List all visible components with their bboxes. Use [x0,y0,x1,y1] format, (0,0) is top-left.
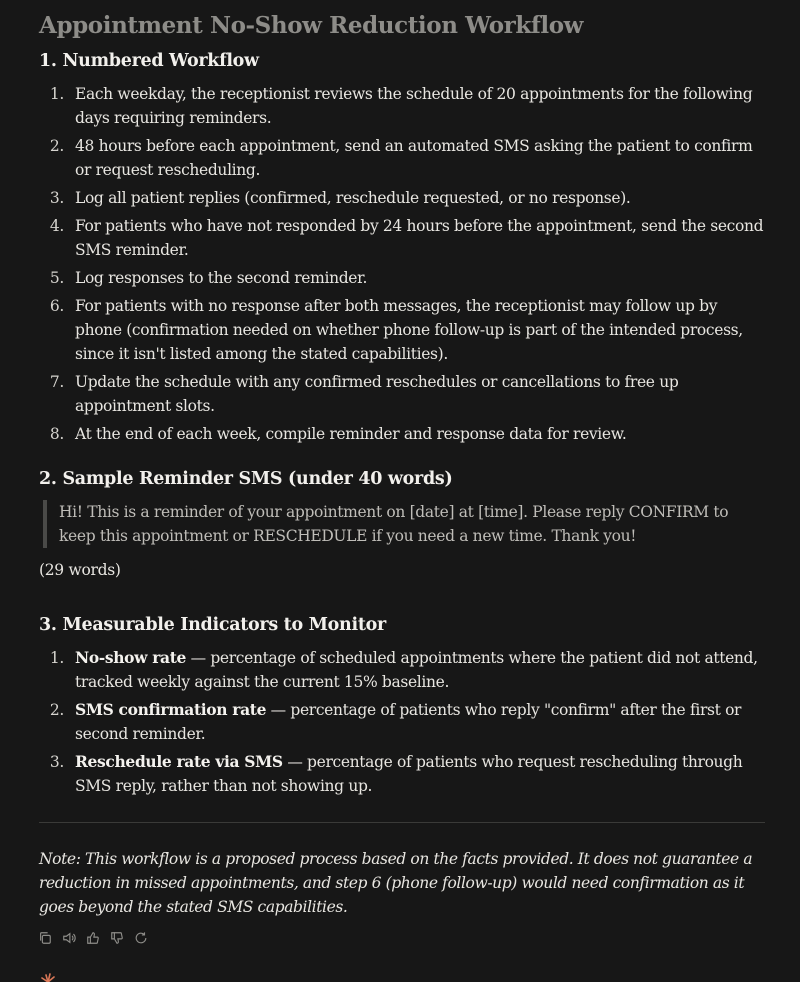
list-item: 7. Update the schedule with any confirmed reschedules or cancellations to free up appointment slots. [49,373,679,415]
section-heading-indicators: 3. Measurable Indicators to Monitor [39,615,386,635]
list-item: 4. For patients who have not responded by 24 hours before the appointment, send the second SMS reminder. [49,217,764,259]
thumbs-down-icon[interactable] [109,930,124,945]
workflow-list [39,82,765,446]
thumbs-up-icon[interactable] [85,930,100,945]
list-item: 5. Log responses to the second reminder. [49,269,368,287]
disclaimer-note: Note: This workflow is a proposed process based on the facts provided. It does not guarantee a reduction in missed appointments, and step 6 (phone follow-up) would need confirmation as it goes beyond the stated SMS capabilities. [39,850,753,916]
page-title: Appointment No-Show Reduction Workflow [39,12,584,39]
section-heading-sms: 2. Sample Reminder SMS (under 40 words) [39,469,453,489]
list-item: 1. Each weekday, the receptionist reviews the schedule of 20 appointments for the following days requiring reminders. [49,85,753,127]
list-item: 2. 48 hours before each appointment, send an automated SMS asking the patient to confirm or request rescheduling. [49,137,753,179]
copy-icon[interactable] [37,930,52,945]
section-heading-workflow: 1. Numbered Workflow [39,51,259,71]
message-actions [37,930,148,945]
retry-icon[interactable] [133,930,148,945]
list-item: 8. At the end of each week, compile reminder and response data for review. [49,425,627,443]
list-item: 2. SMS confirmation rate — percentage of patients who reply "confirm" after the first or second reminder. [49,700,742,743]
list-item: 3. Log all patient replies (confirmed, reschedule requested, or no response). [49,189,631,207]
indicators-list [39,646,765,798]
divider [39,822,765,823]
speaker-icon[interactable] [61,930,76,945]
list-item: 6. For patients with no response after both messages, the receptionist may follow up by phone (confirmation needed on whether phone follow-up is part of the intended process, since it isn't listed among the stated capabilities). [49,297,743,363]
list-item: 1. No-show rate — percentage of scheduled appointments where the patient did not attend, tracked weekly against the current 15% baseline. [49,648,758,691]
word-count: (29 words) [39,561,121,579]
sample-sms-quote: Hi! This is a reminder of your appointment on [date] at [time]. Please reply CONFIRM to keep this appointment or RESCHEDULE if you need a new time. Thank you! [43,500,759,548]
list-item: 3. Reschedule rate via SMS — percentage of patients who request rescheduling through SMS reply, rather than not showing up. [49,752,743,795]
assistant-logo-icon [38,972,58,982]
